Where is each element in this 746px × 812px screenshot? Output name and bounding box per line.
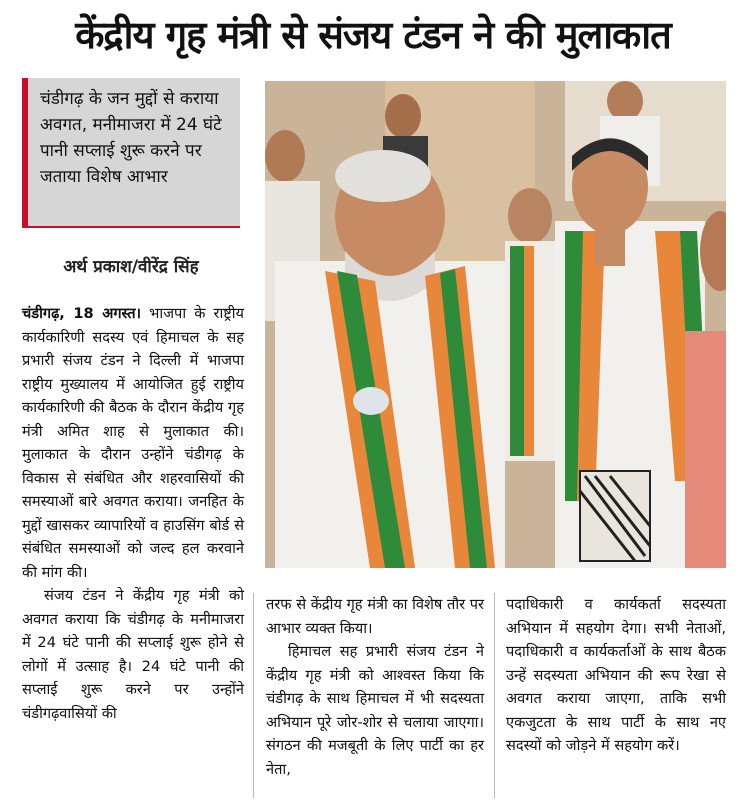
article-column-1	[22, 302, 244, 725]
article-paragraph: तरफ से केंद्रीय गृह मंत्री का विशेष तौर पर आभार व्यक्त किया।	[266, 596, 484, 637]
meeting-photo	[265, 81, 726, 568]
dateline: चंडीगढ़, 18 अगस्त।	[22, 305, 142, 322]
subheadline-box: चंडीगढ़ के जन मुद्दों से कराया अवगत, मनीमाजरा में 24 घंटे पानी सप्लाई शुरू करने पर जताया विशेष आभार	[22, 78, 240, 228]
article-paragraph	[22, 302, 244, 584]
article-column-2	[266, 593, 484, 781]
article-paragraph: हिमाचल सह प्रभारी संजय टंडन ने केंद्रीय गृह मंत्री को आश्वस्त किया कि चंडीगढ़ के साथ हिमाचल में भी सदस्यता अभियान पूरे जोर-शोर से चलाया जाएगा। संगठन की मजबूती के लिए पार्टी का हर नेता,	[266, 643, 484, 778]
article-paragraph: संजय टंडन ने केंद्रीय गृह मंत्री को अवगत कराया कि चंडीगढ़ के मनीमाजरा में 24 घंटे पानी की सप्लाई शुरू होने से लोगों में उत्साह है। 24 घंटे पानी की सप्लाई शुरू करने पर उन्होंने चंडीगढ़वासियों की	[22, 587, 244, 722]
column-divider	[494, 593, 495, 798]
headline: केंद्रीय गृह मंत्री से संजय टंडन ने की मुलाकात	[75, 13, 671, 57]
column-divider	[253, 593, 254, 798]
paragraph-text: भाजपा के राष्ट्रीय कार्यकारिणी सदस्य एवं हिमाचल के सह प्रभारी संजय टंडन ने दिल्ली में भाजपा राष्ट्रीय मुख्यालय में आयोजित हुई राष्ट्रीय कार्यकारिणी की बैठक के दौरान केंद्रीय गृह मंत्री अमित शाह से मुलाकात की। मुलाकात के दौरान उन्होंने चंडीगढ़ के विकास से संबंधित और शहरवासियों की समस्याओं बारे अवगत कराया। जनहित के मुद्दों खासकर व्यापारियों व हाउसिंग बोर्ड से संबंधित समस्याओं को जल्द हल करवाने की मांग की।	[22, 305, 245, 581]
byline: अर्थ प्रकाश/वीरेंद्र सिंह	[63, 257, 199, 277]
article-column-3	[506, 593, 726, 758]
photo-illustration	[265, 81, 726, 568]
article-paragraph: पदाधिकारी व कार्यकर्ता सदस्यता अभियान में सहयोग देगा। सभी नेताओं, पदाधिकारी व कार्यकर्ताओं के साथ बैठक उन्हें सदस्यता अभियान की रूप रेखा से अवगत कराया जाएगा, ताकि सभी एकजुटता के साथ पार्टी के साथ नए सदस्यों को जोड़ने में सहयोग करें।	[506, 596, 726, 754]
